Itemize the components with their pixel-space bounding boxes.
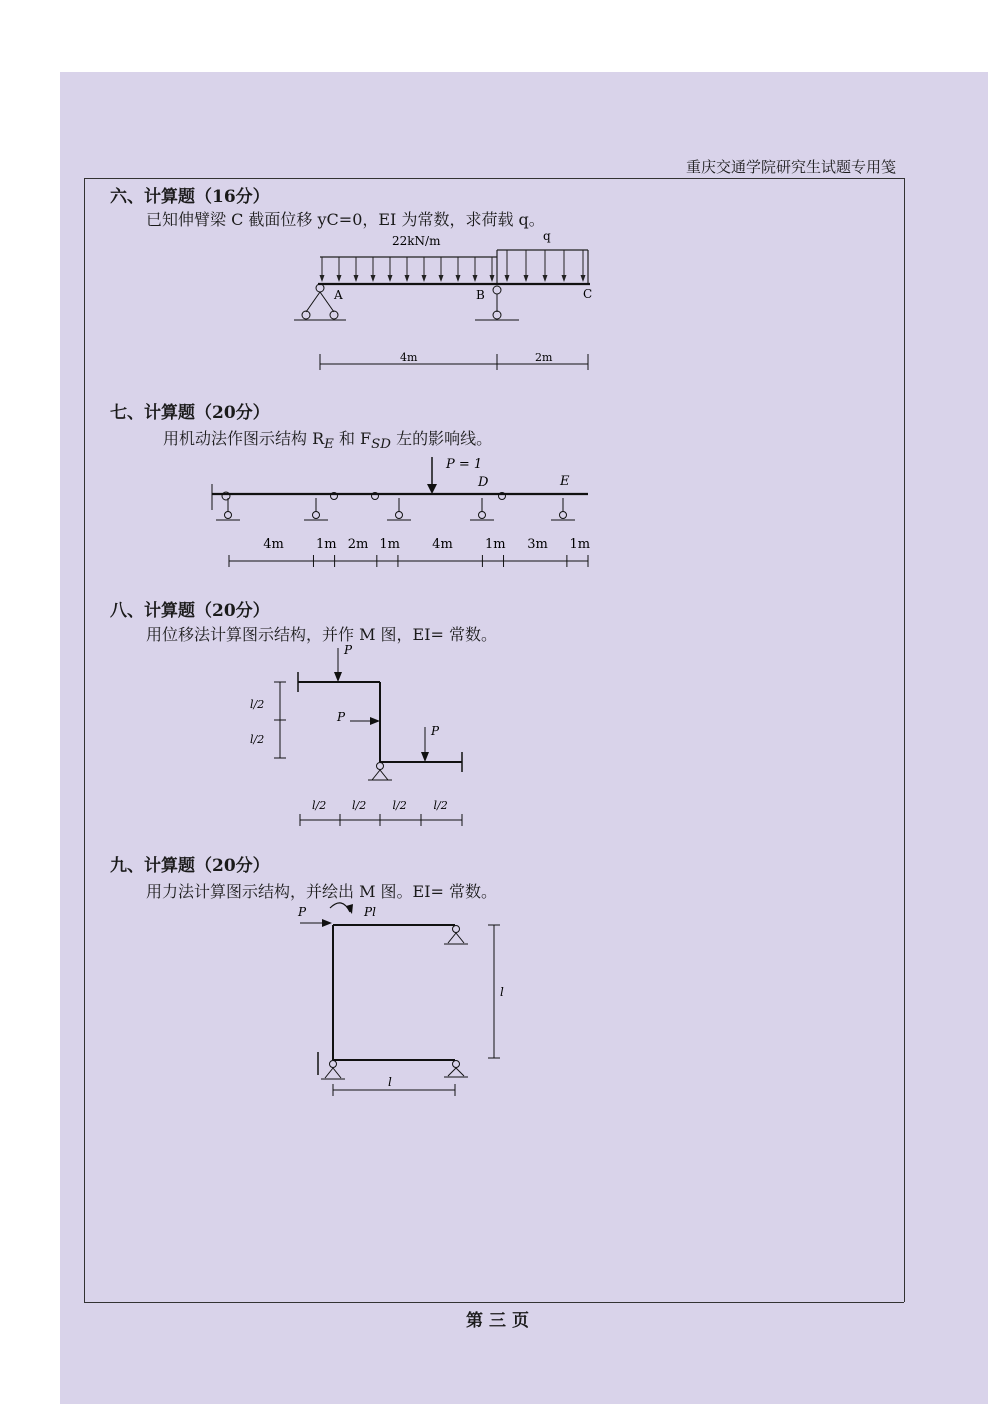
q8-load-p3: P (431, 724, 440, 738)
q7-point-d: D (478, 475, 489, 490)
q8-hdim-label: l/2 (352, 799, 367, 812)
q7-dim-label: 2m (347, 537, 369, 552)
paper-sheet (60, 72, 988, 1404)
q8-load-p2: P (337, 710, 346, 724)
q7-dim-label: 1m (484, 537, 506, 552)
q8-vdim2: l/2 (250, 733, 265, 746)
q7-dim-label: 3m (527, 537, 548, 552)
q6-dim1: 4m (400, 351, 418, 364)
q7-text-part2: 和 F (333, 429, 372, 448)
q8-title: 八、计算题（20分） (110, 601, 270, 621)
q8-text: 用位移法计算图示结构，并作 M 图，EI= 常数。 (146, 625, 498, 644)
q6-load1-label: 22kN/m (392, 234, 441, 248)
q8-vdim1: l/2 (250, 698, 265, 711)
q8-hdim-label: l/2 (433, 799, 448, 812)
q6-title: 六、计算题（16分） (110, 187, 270, 207)
q7-dim-label: 4m (432, 537, 453, 552)
header-rule (84, 178, 904, 179)
q9-text: 用力法计算图示结构，并绘出 M 图。EI= 常数。 (146, 882, 498, 901)
q6-load2-label: q (543, 229, 551, 243)
q7-text-sub1: E (324, 437, 334, 453)
q6-text: 已知伸臂梁 C 截面位移 yC=0，EI 为常数，求荷载 q。 (146, 210, 545, 229)
q7-text-part3: 左的影响线。 (390, 429, 493, 448)
q8-hdim-label: l/2 (312, 799, 327, 812)
q7-text-part1: 用机动法作图示结构 R (163, 429, 325, 448)
q9-vdim: l (500, 985, 504, 999)
q7-dim-label: 1m (316, 537, 337, 552)
q7-dim-label: 4m (263, 537, 284, 552)
q7-point-e: E (560, 474, 570, 489)
right-border (904, 178, 905, 1302)
q8-load-p1: P (344, 643, 353, 657)
page-number: 第三页 (466, 1311, 535, 1331)
q6-dim2: 2m (535, 351, 553, 364)
q7-text-sub2: SD (371, 437, 391, 453)
q9-title: 九、计算题（20分） (110, 856, 270, 876)
q7-text (163, 426, 492, 452)
q7-title: 七、计算题（20分） (110, 403, 270, 423)
footer-rule (84, 1302, 904, 1303)
q6-point-c: C (583, 287, 593, 301)
q6-point-a: A (334, 288, 343, 302)
q9-load-p: P (298, 905, 307, 919)
q7-load-label: P = 1 (446, 457, 483, 472)
q6-point-b: B (476, 288, 485, 302)
q9-load-pl: Pl (364, 905, 376, 919)
left-border (84, 178, 85, 1302)
q7-dim-label: 1m (569, 537, 591, 552)
q9-hdim: l (388, 1075, 392, 1089)
q8-hdim-label: l/2 (392, 799, 407, 812)
header-title: 重庆交通学院研究生试题专用笺 (686, 158, 897, 176)
q7-dim-label: 1m (379, 537, 400, 552)
